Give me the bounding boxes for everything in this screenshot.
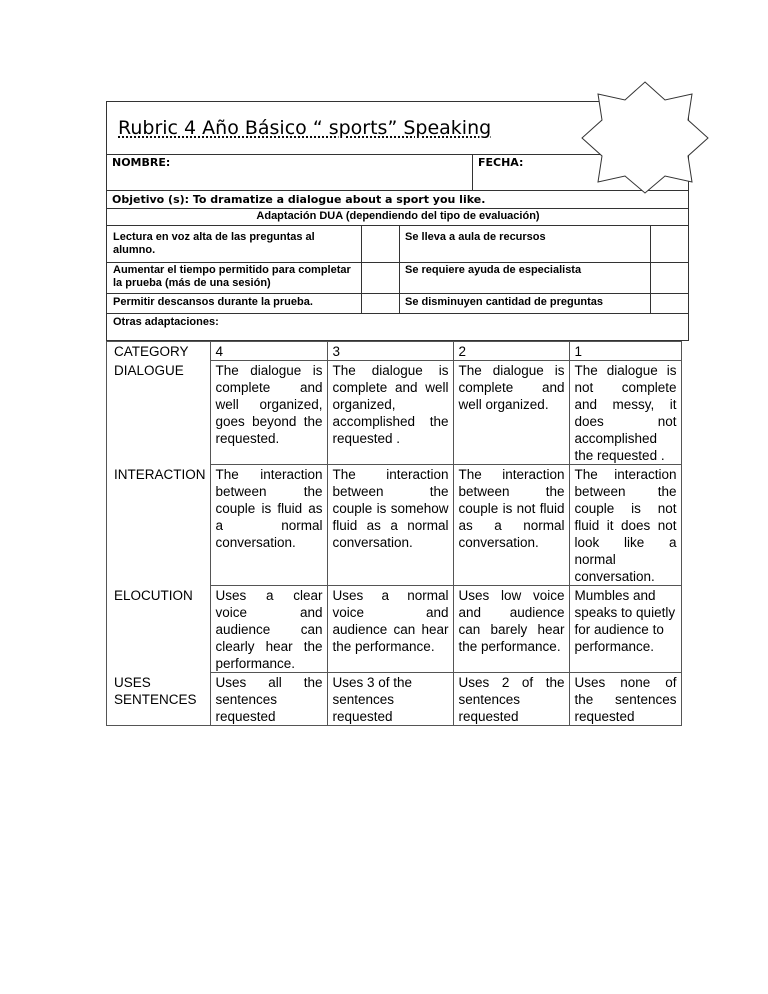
grade-star-badge <box>580 80 710 195</box>
dua-checkbox[interactable] <box>651 294 689 313</box>
rubric-row <box>107 586 682 673</box>
rubric-cell: Uses 2 of the sentences requested <box>453 673 569 726</box>
objetivo-text: Objetivo (s): To dramatize a dialogue about a sport you like. <box>112 193 486 206</box>
dua-option-left: Lectura en voz alta de las preguntas al alumno. <box>113 231 315 256</box>
rubric-cell: The interaction between the couple is not fluid as a normal conversation. <box>453 465 569 586</box>
score-header: 2 <box>453 342 569 361</box>
rubric-cell: Uses none of the sentences requested <box>569 673 681 726</box>
otras-adaptaciones-label: Otras adaptaciones: <box>113 316 219 328</box>
dua-checkbox[interactable] <box>362 226 399 262</box>
nombre-label: NOMBRE: <box>112 156 171 169</box>
dua-option-right: Se lleva a aula de recursos <box>405 231 546 243</box>
rubric-cell: The interaction between the couple is fluid as a normal conversation. <box>210 465 327 586</box>
rubric-row <box>107 465 682 586</box>
rubric-cell: Uses a clear voice and audience can clearly hear the performance. <box>210 586 327 673</box>
rubric-cell: Mumbles and speaks to quietly for audience to performance. <box>569 586 681 673</box>
rubric-row <box>107 361 682 465</box>
category-label: DIALOGUE <box>107 361 211 465</box>
dua-option-left: Permitir descansos durante la prueba. <box>113 296 313 308</box>
rubric-cell: The dialogue is complete and well organized, accomplished the requested . <box>327 361 453 465</box>
divider <box>399 225 400 313</box>
score-header: 4 <box>210 342 327 361</box>
dua-checkbox[interactable] <box>651 226 689 262</box>
fecha-label: FECHA: <box>478 156 524 169</box>
rubric-cell: Uses all the sentences requested <box>210 673 327 726</box>
dua-option-right: Se requiere ayuda de especialista <box>405 264 582 276</box>
rubric-row <box>107 673 682 726</box>
divider <box>472 154 473 190</box>
dua-checkbox[interactable] <box>362 263 399 293</box>
rubric-cell: Uses low voice and audience can barely hear the performance. <box>453 586 569 673</box>
dua-option-right: Se disminuyen cantidad de preguntas <box>405 296 604 308</box>
rubric-cell: Uses a normal voice and audience can hear the performance. <box>327 586 453 673</box>
divider <box>107 208 689 209</box>
score-header: 1 <box>569 342 681 361</box>
rubric-header-row <box>107 342 682 361</box>
dua-title: Adaptación DUA (dependiendo del tipo de evaluación) <box>256 210 540 222</box>
page-title: Rubric 4 Año Básico “ sports” Speaking <box>118 117 492 139</box>
rubric-cell: The dialogue is complete and well organized, goes beyond the requested. <box>210 361 327 465</box>
category-header: CATEGORY <box>107 342 211 361</box>
dua-checkbox[interactable] <box>362 294 399 313</box>
dua-option-left: Aumentar el tiempo permitido para completar la prueba (más de una sesión) <box>113 264 351 289</box>
category-label: INTERACTION <box>107 465 211 586</box>
category-label: ELOCUTION <box>107 586 211 673</box>
category-label: USES SENTENCES <box>107 673 211 726</box>
rubric-table <box>106 341 682 726</box>
divider <box>107 313 689 314</box>
rubric-cell: The dialogue is not complete and messy, it does not accomplished the requested . <box>569 361 681 465</box>
rubric-cell: The interaction between the couple is not fluid it does not look like a normal conversation. <box>569 465 681 586</box>
score-header: 3 <box>327 342 453 361</box>
rubric-cell: Uses 3 of the sentences requested <box>327 673 453 726</box>
rubric-cell: The dialogue is complete and well organized. <box>453 361 569 465</box>
dua-checkbox[interactable] <box>651 263 689 293</box>
rubric-cell: The interaction between the couple is somehow fluid as a normal conversation. <box>327 465 453 586</box>
